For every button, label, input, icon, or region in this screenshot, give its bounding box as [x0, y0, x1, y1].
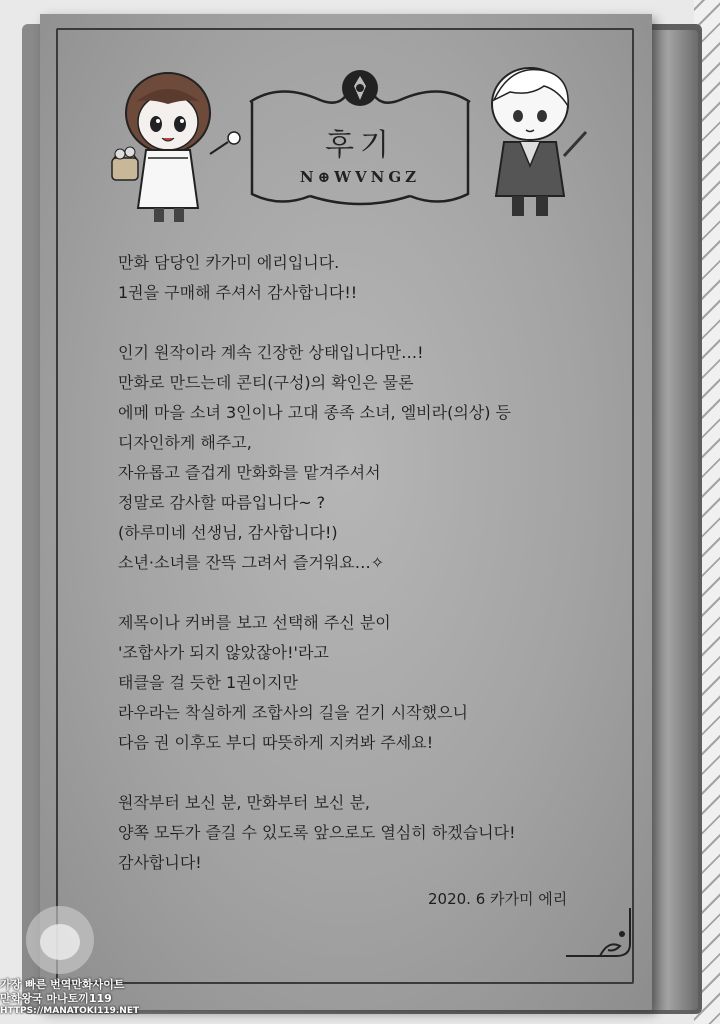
afterword-subtitle: N⊕WVNGZ [299, 168, 421, 186]
body-line: 에메 마을 소녀 3인이나 고대 종족 소녀, 엘비라(의상) 등 [118, 403, 512, 422]
body-line: 정말로 감사할 따름입니다~ ? [118, 493, 326, 512]
body-line: 원작부터 보신 분, 만화부터 보신 분, [118, 793, 370, 812]
paragraph-gap [118, 578, 588, 608]
body-line: 만화 담당인 카가미 에리입니다. [118, 253, 340, 272]
body-line: 1권을 구매해 주셔서 감사합니다!! [118, 283, 358, 302]
body-line: (하루미네 선생님, 감사합니다!) [118, 523, 338, 542]
corner-ornament-icon [560, 904, 640, 964]
paragraph-gap [118, 758, 588, 788]
body-line: 만화로 만드는데 콘티(구성)의 확인은 물론 [118, 373, 414, 392]
chibi-girl-illustration [98, 58, 248, 228]
body-line: 인기 원작이라 계속 긴장한 상태입니다만…! [118, 343, 424, 362]
book-spine [648, 30, 698, 1010]
body-line: 라우라는 착실하게 조합사의 길을 걷기 시작했으니 [118, 703, 469, 722]
watermark-url: HTTPS://MANATOKI119.NET [0, 1006, 140, 1016]
body-line: 디자인하게 해주고, [118, 433, 252, 452]
body-line: 감사합니다! [118, 853, 202, 872]
watermark-line: 가장 빠른 번역만화사이트 [0, 978, 125, 991]
signature: 2020. 6 카가미 에리 [428, 890, 568, 908]
afterword-body [118, 248, 588, 878]
afterword-title: 후기 [325, 128, 395, 163]
body-line: 양쪽 모두가 즐길 수 있도록 앞으로도 열심히 하겠습니다! [118, 823, 516, 842]
paragraph-gap [118, 308, 588, 338]
body-line: 태클을 걸 듯한 1권이지만 [118, 673, 298, 692]
body-line: '조합사가 되지 않았잖아!'라고 [118, 643, 329, 662]
body-line: 다음 권 이후도 부디 따뜻하게 지켜봐 주세요! [118, 733, 434, 752]
body-line: 제목이나 커버를 보고 선택해 주신 분이 [118, 613, 391, 632]
body-line: 자유롭고 즐겁게 만화화를 맡겨주셔서 [118, 463, 381, 482]
afterword-header-frame [240, 62, 480, 212]
body-line: 소년·소녀를 잔뜩 그려서 즐거워요…✧ [118, 553, 385, 572]
chibi-boy-illustration [470, 56, 590, 226]
site-watermark [0, 902, 140, 1024]
watermark-line: 만화왕국 마나토끼119 [0, 992, 112, 1005]
watermark-logo-icon [0, 902, 120, 982]
